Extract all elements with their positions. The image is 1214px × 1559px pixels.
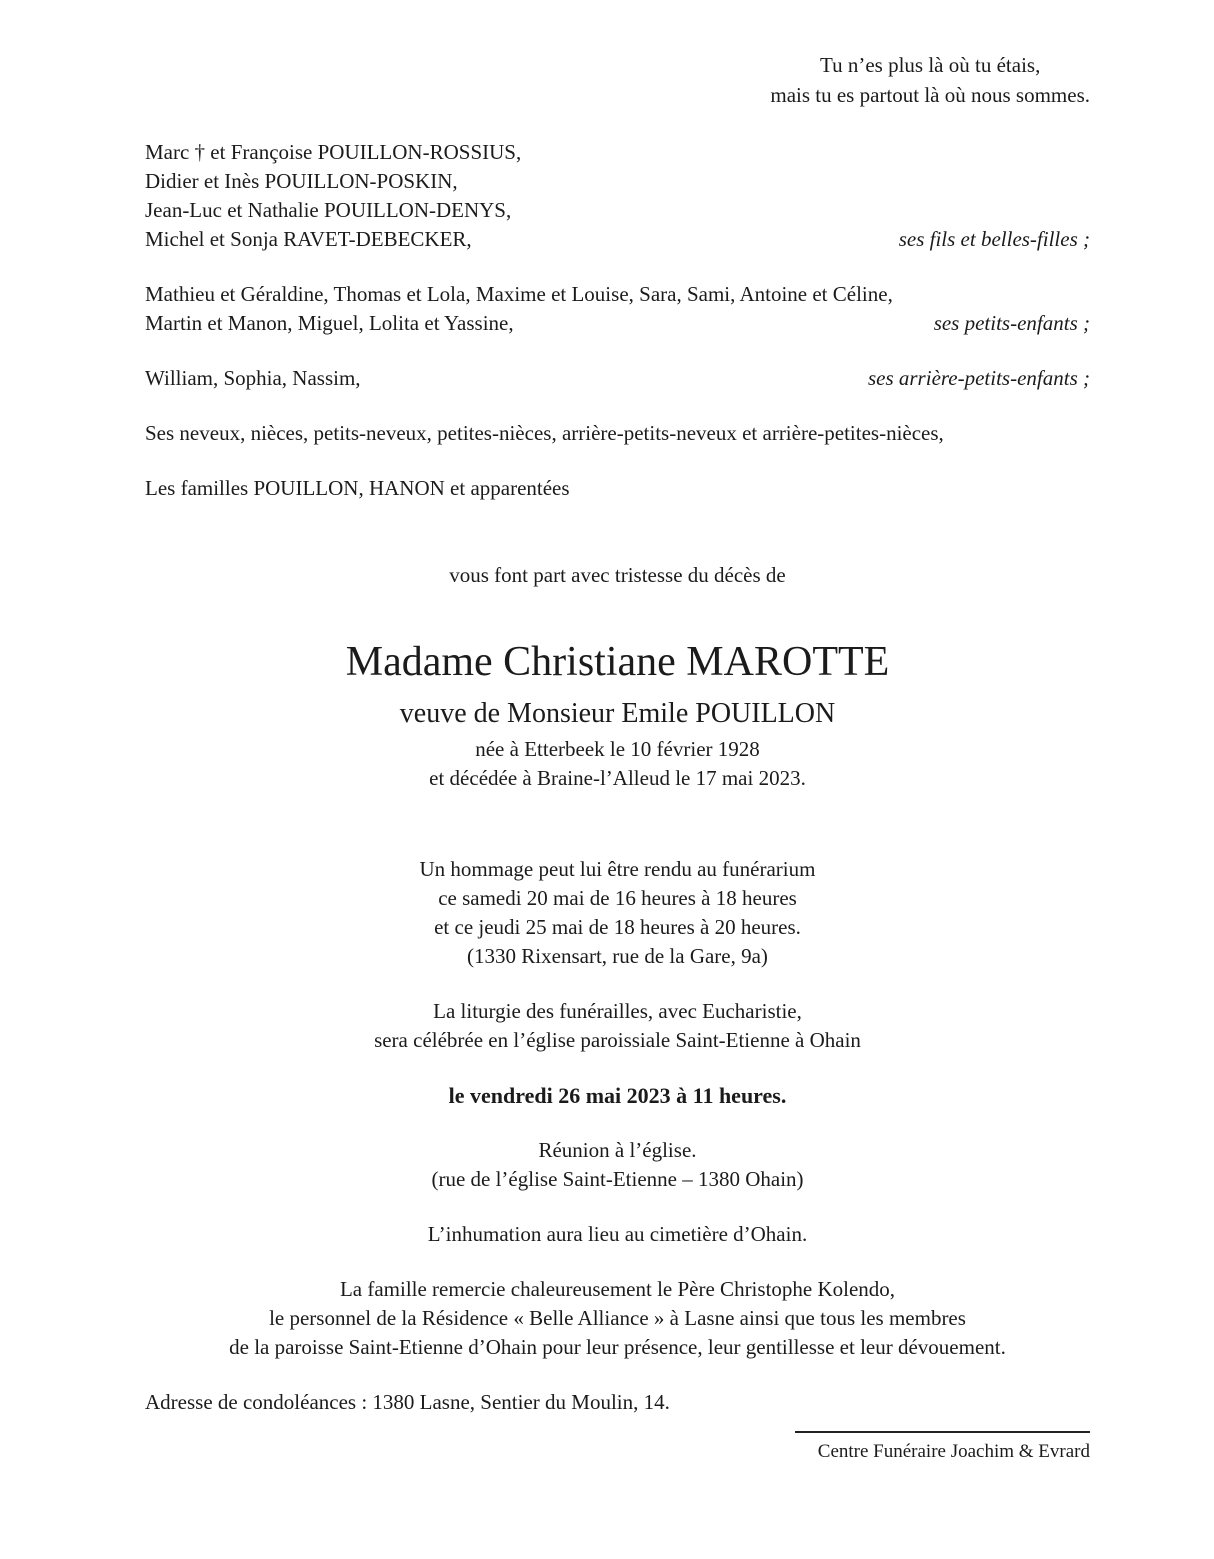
homage-line: ce samedi 20 mai de 16 heures à 18 heures <box>438 886 797 910</box>
deceased-widow-of: veuve de Monsieur Emile POUILLON <box>399 698 836 729</box>
family-section <box>145 138 1090 503</box>
family-line: Les familles POUILLON, HANON et apparentées <box>145 476 570 500</box>
family-line: Martin et Manon, Miguel, Lolita et Yassine, <box>145 311 514 335</box>
relation-label: ses arrière-petits-enfants ; <box>867 366 1090 390</box>
liturgy-block <box>145 997 1090 1055</box>
family-line: Ses neveux, nièces, petits-neveux, petites-nièces, arrière-petits-neveux et arrière-petites-nièces, <box>145 421 944 445</box>
meeting-line: Réunion à l’église. <box>538 1138 697 1162</box>
family-group-great-grandchildren <box>145 364 1090 393</box>
family-group-families <box>145 474 1090 503</box>
thanks-line: La famille remercie chaleureusement le Père Christophe Kolendo, <box>339 1277 896 1301</box>
family-line: Didier et Inès POUILLON-POSKIN, <box>145 169 458 193</box>
family-line-with-relation <box>145 225 1090 254</box>
family-group-nephews <box>145 419 1090 448</box>
family-group-sons <box>145 138 1090 254</box>
family-line-with-relation <box>145 364 1090 393</box>
family-line: Michel et Sonja RAVET-DEBECKER, <box>145 227 472 251</box>
deceased-death: et décédée à Braine-l’Alleud le 17 mai 2023. <box>429 766 806 790</box>
quote-line: Tu n’es plus là où tu étais, <box>820 53 1041 77</box>
family-line: Jean-Luc et Nathalie POUILLON-DENYS, <box>145 198 512 222</box>
funeral-home-signature <box>795 1431 1090 1465</box>
homage-line: Un hommage peut lui être rendu au funérarium <box>419 857 816 881</box>
quote-line: mais tu es partout là où nous sommes. <box>770 83 1090 107</box>
deceased-birth: née à Etterbeek le 10 février 1928 <box>475 737 760 761</box>
homage-line: (1330 Rixensart, rue de la Gare, 9a) <box>467 944 768 968</box>
liturgy-line: La liturgie des funérailles, avec Eucharistie, <box>433 999 802 1023</box>
meeting-block <box>145 1136 1090 1194</box>
family-line: William, Sophia, Nassim, <box>145 366 361 390</box>
relation-label: ses fils et belles-filles ; <box>898 227 1090 251</box>
funeral-announcement-page <box>0 50 1214 1559</box>
deceased-name: Madame Christiane MAROTTE <box>345 639 890 685</box>
family-line: Marc † et Françoise POUILLON-ROSSIUS, <box>145 140 522 164</box>
family-group-grandchildren <box>145 280 1090 338</box>
homage-block <box>145 855 1090 971</box>
family-line: Mathieu et Géraldine, Thomas et Lola, Maxime et Louise, Sara, Sami, Antoine et Céline, <box>145 282 893 306</box>
signature-rule <box>795 1431 1090 1433</box>
thanks-line: de la paroisse Saint-Etienne d’Ohain pour leur présence, leur gentillesse et leur dévouement. <box>229 1335 1006 1359</box>
memorial-quote <box>770 50 1090 110</box>
funeral-home-name: Centre Funéraire Joachim & Evrard <box>817 1441 1090 1462</box>
thanks-line: le personnel de la Résidence « Belle Alliance » à Lasne ainsi que tous les membres <box>269 1306 966 1330</box>
relation-label: ses petits-enfants ; <box>933 311 1090 335</box>
meeting-line: (rue de l’église Saint-Etienne – 1380 Ohain) <box>431 1167 804 1191</box>
thanks-block <box>145 1275 1090 1362</box>
liturgy-line: sera célébrée en l’église paroissiale Saint-Etienne à Ohain <box>374 1028 861 1052</box>
announcement-line: vous font part avec tristesse du décès de <box>449 563 786 587</box>
burial-line: L’inhumation aura lieu au cimetière d’Ohain. <box>427 1222 808 1246</box>
family-line-with-relation <box>145 309 1090 338</box>
condolence-address: Adresse de condoléances : 1380 Lasne, Sentier du Moulin, 14. <box>145 1390 670 1414</box>
homage-line: et ce jeudi 25 mai de 18 heures à 20 heures. <box>434 915 801 939</box>
funeral-date: le vendredi 26 mai 2023 à 11 heures. <box>448 1083 787 1108</box>
